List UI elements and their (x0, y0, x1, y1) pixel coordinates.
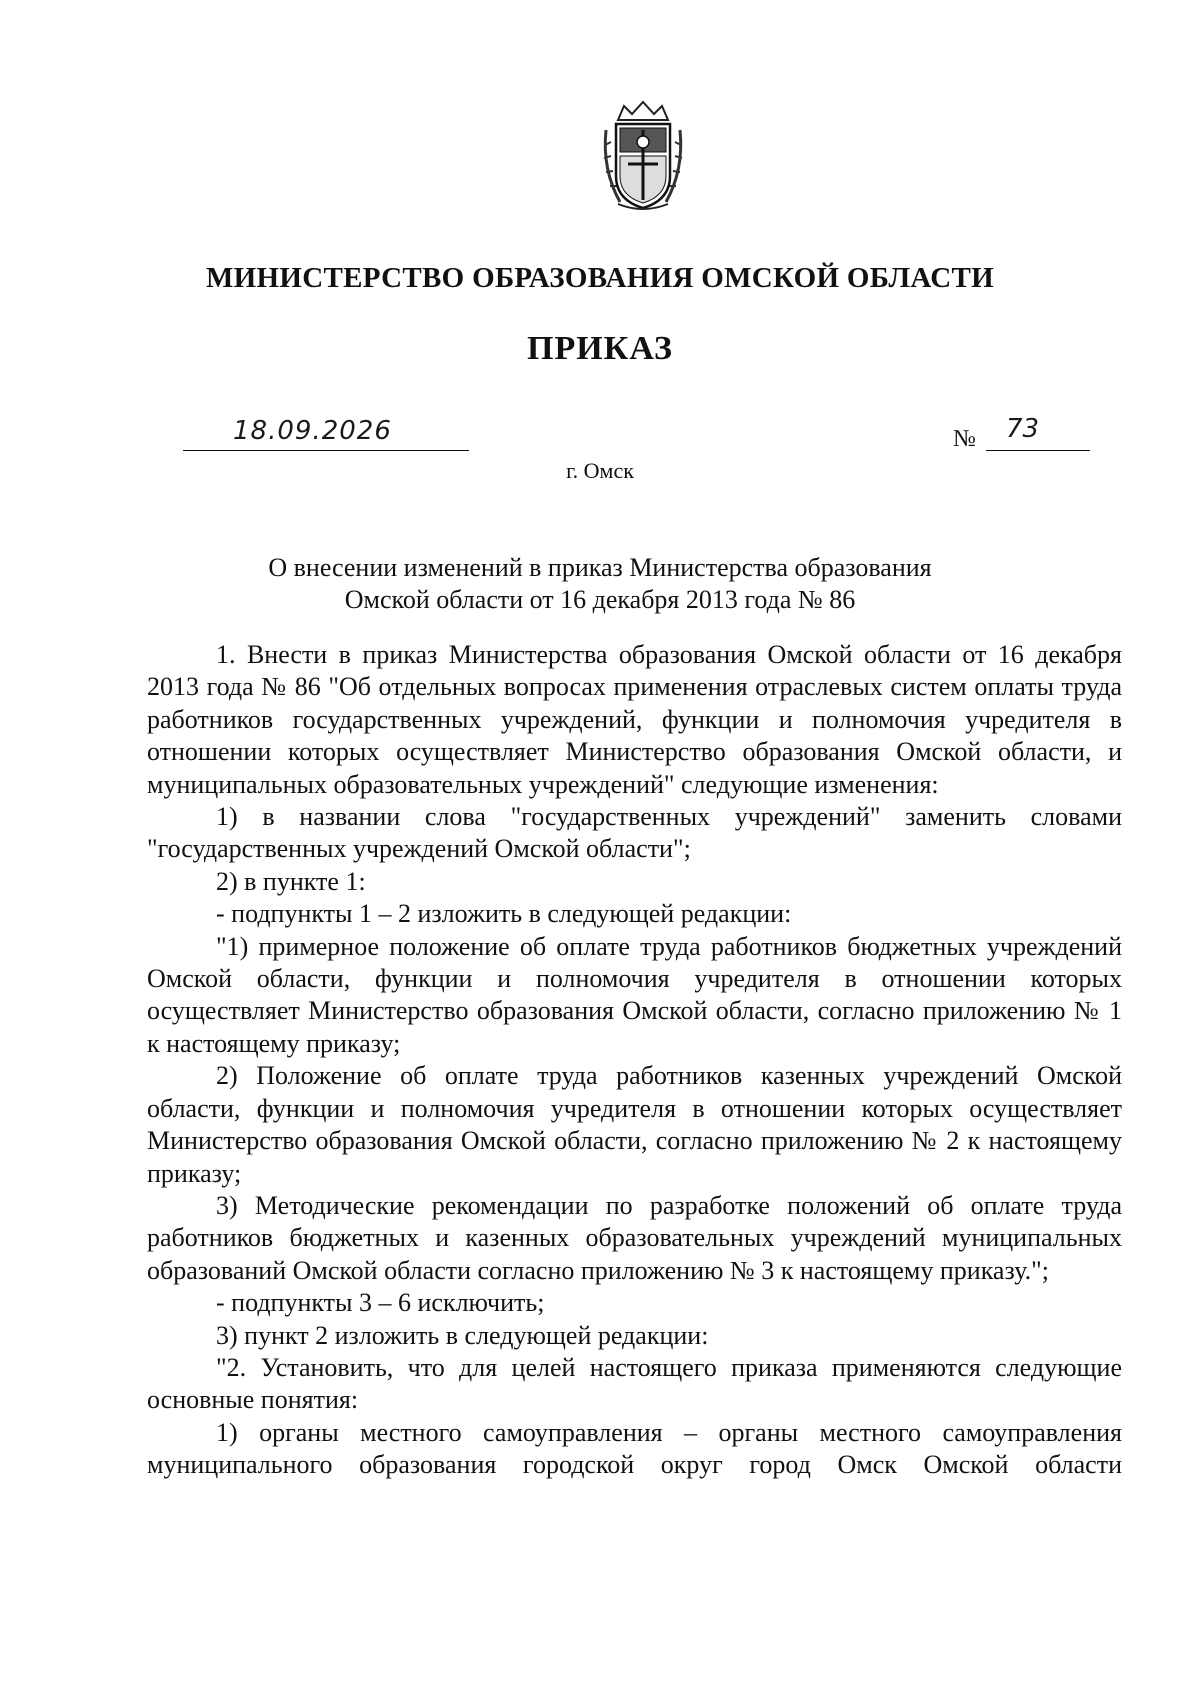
paragraph-2: 1) в названии слова "государственных учреждений" заменить словами "государственных учреждений Омской области"; (147, 802, 1122, 864)
paragraph-1: 1. Внести в приказ Министерства образования Омской области от 16 декабря 2013 года № 86 "Об отдельных вопросах применения отраслевых систем оплаты труда работников государственных учреждений, функции и полномочия учредителя в отношении которых осуществляет Министерство образования Омской области, и муниципальных образовательных учреждений" следующие изменения: (147, 640, 1122, 799)
paragraph-5: "1) примерное положение об оплате труда работников бюджетных учреждений Омской области, функции и полномочия учредителя в отношении которых осуществляет Министерство образования Омской области, согласно приложению № 1 к настоящему приказу; (147, 931, 1122, 1058)
order-date: 18.09.2026 (233, 416, 392, 446)
paragraph-4: - подпункты 1 – 2 изложить в следующей редакции: (216, 899, 792, 929)
subject-line-2: Омской области от 16 декабря 2013 года № 86 (344, 585, 856, 614)
paragraph-8: - подпункты 3 – 6 исключить; (216, 1288, 545, 1318)
city: г. Омск (566, 458, 634, 483)
document-type: ПРИКАЗ (527, 330, 673, 367)
order-number-label: № (953, 426, 976, 452)
paragraph-10: "2. Установить, что для целей настоящего приказа применяются следующие основные понятия: (147, 1352, 1122, 1415)
order-subject (0, 552, 1200, 616)
paragraph-7: 3) Методические рекомендации по разработке положений об оплате труда работников бюджетных и казенных образовательных учреждений муниципальных образований Омской области согласно приложению № 3 к настоящему приказу."; (147, 1190, 1122, 1285)
paragraph-3: 2) в пункте 1: (216, 866, 366, 896)
paragraph-6: 2) Положение об оплате труда работников казенных учреждений Омской области, функции и полномочия учредителя в отношении которых осуществляет Министерство образования Омской области, согласно приложению № 2 к настоящему приказу; (147, 1061, 1122, 1188)
ministry-title: МИНИСТЕРСТВО ОБРАЗОВАНИЯ ОМСКОЙ ОБЛАСТИ (206, 262, 994, 294)
order-body (147, 639, 1122, 1482)
subject-line-1: О внесении изменений в приказ Министерства образования (268, 553, 932, 582)
number-underline (986, 450, 1090, 451)
order-number: 73 (1006, 414, 1040, 444)
paragraph-9: 3) пункт 2 изложить в следующей редакции: (216, 1320, 709, 1350)
date-underline (183, 450, 469, 451)
paragraph-11: 1) органы местного самоуправления – органы местного самоуправления муниципального образования городской округ город Омск Омской области (147, 1417, 1122, 1480)
omsk-coat-of-arms-icon (600, 100, 686, 212)
